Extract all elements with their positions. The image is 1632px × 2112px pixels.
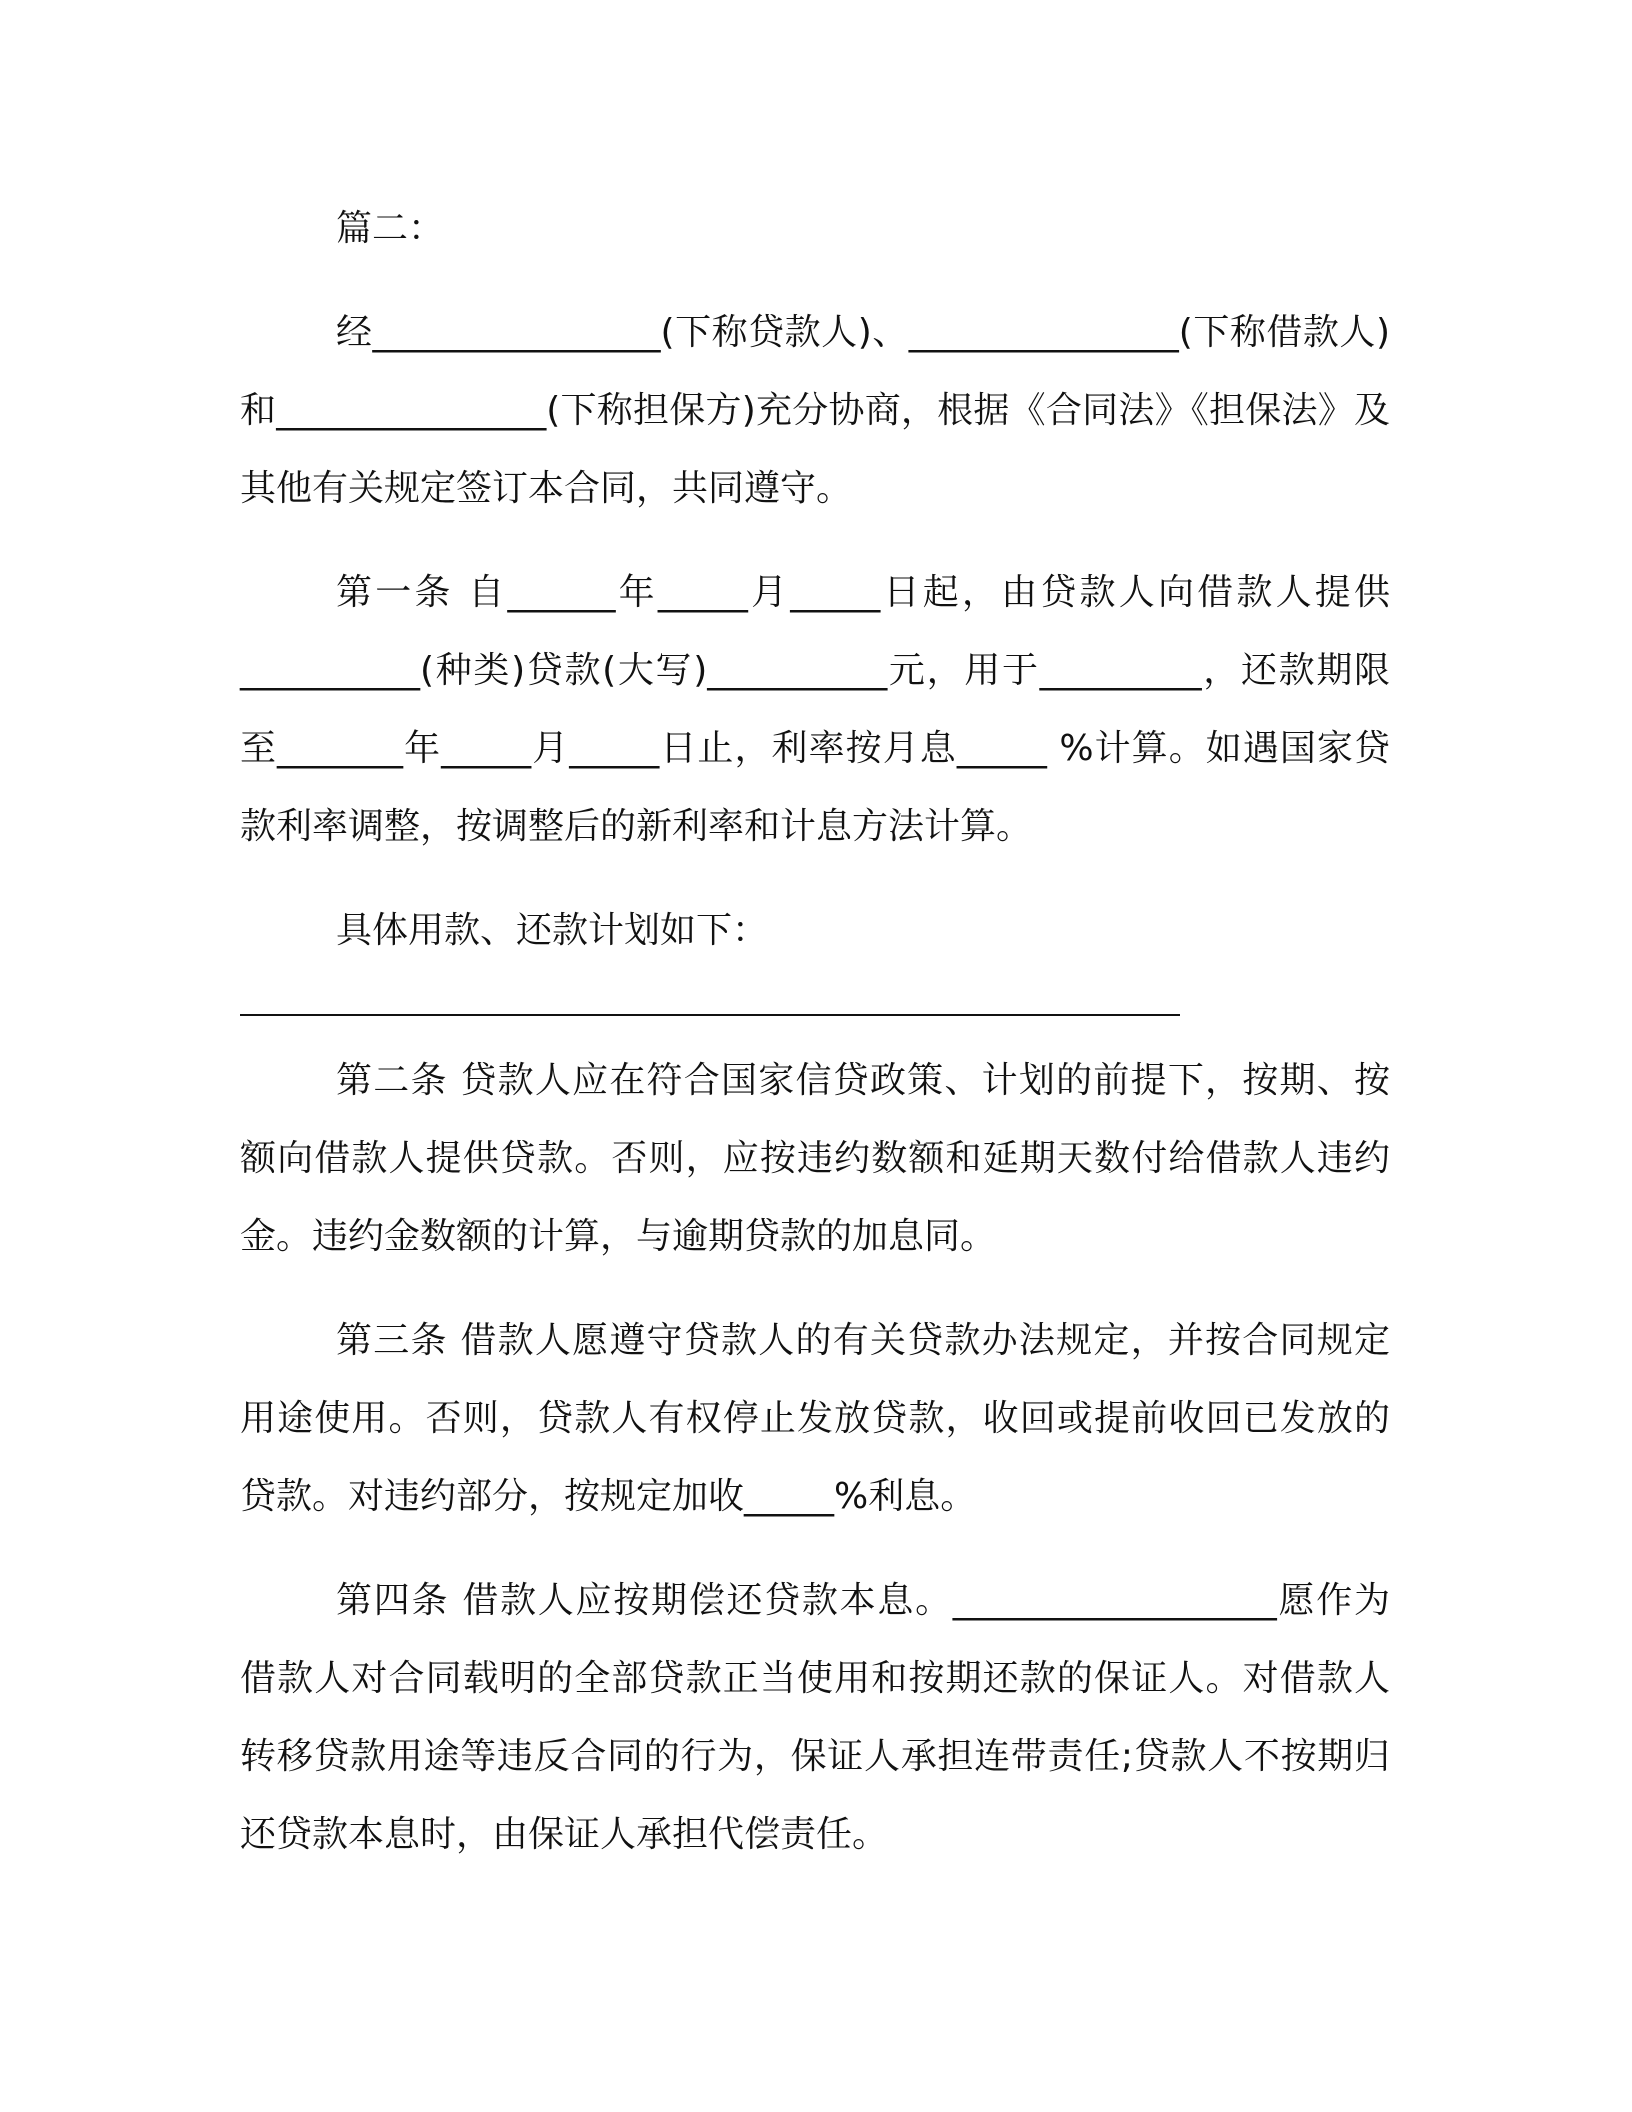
article-4-paragraph: 第四条 借款人应按期偿还贷款本息。__________________愿作为借款人对合同载明的全部贷款正当使用和按期还款的保证人。对借款人转移贷款用途等违反合同的行为，保证人承担连带责任;贷款人不按期归还贷款本息时，由保证人承担代偿责任。	[240, 1580, 1390, 1855]
article-3-paragraph: 第三条 借款人愿遵守贷款人的有关贷款办法规定，并按合同规定用途使用。否则，贷款人有权停止发放贷款，收回或提前收回已发放的贷款。对违约部分，按规定加收_____%利息。	[240, 1320, 1390, 1517]
contract-intro-paragraph: 经________________(下称贷款人)、_______________(下称借款人)和_______________(下称担保方)充分协商，根据《合同法》《担保法》及其他有关规定签订本合同，共同遵守。	[240, 312, 1390, 509]
article-2-paragraph: 第二条 贷款人应在符合国家信贷政策、计划的前提下，按期、按额向借款人提供贷款。否则，应按违约数额和延期天数付给借款人违约金。违约金数额的计算，与逾期贷款的加息同。	[240, 1060, 1390, 1257]
section-heading: 篇二：	[336, 208, 445, 249]
repayment-plan-label: 具体用款、还款计划如下：	[336, 910, 769, 951]
repayment-plan-blank-line	[240, 1014, 1180, 1016]
document-page	[240, 190, 1390, 1874]
article-1-paragraph: 第一条 自______年_____月_____日起，由贷款人向借款人提供__________(种类)贷款(大写)__________元，用于_________，还款期限至_______年_____月_____日止，利率按月息_____ %计算。如遇国家贷款利率调整，按调整后的新利率和计息方法计算。	[240, 572, 1390, 847]
